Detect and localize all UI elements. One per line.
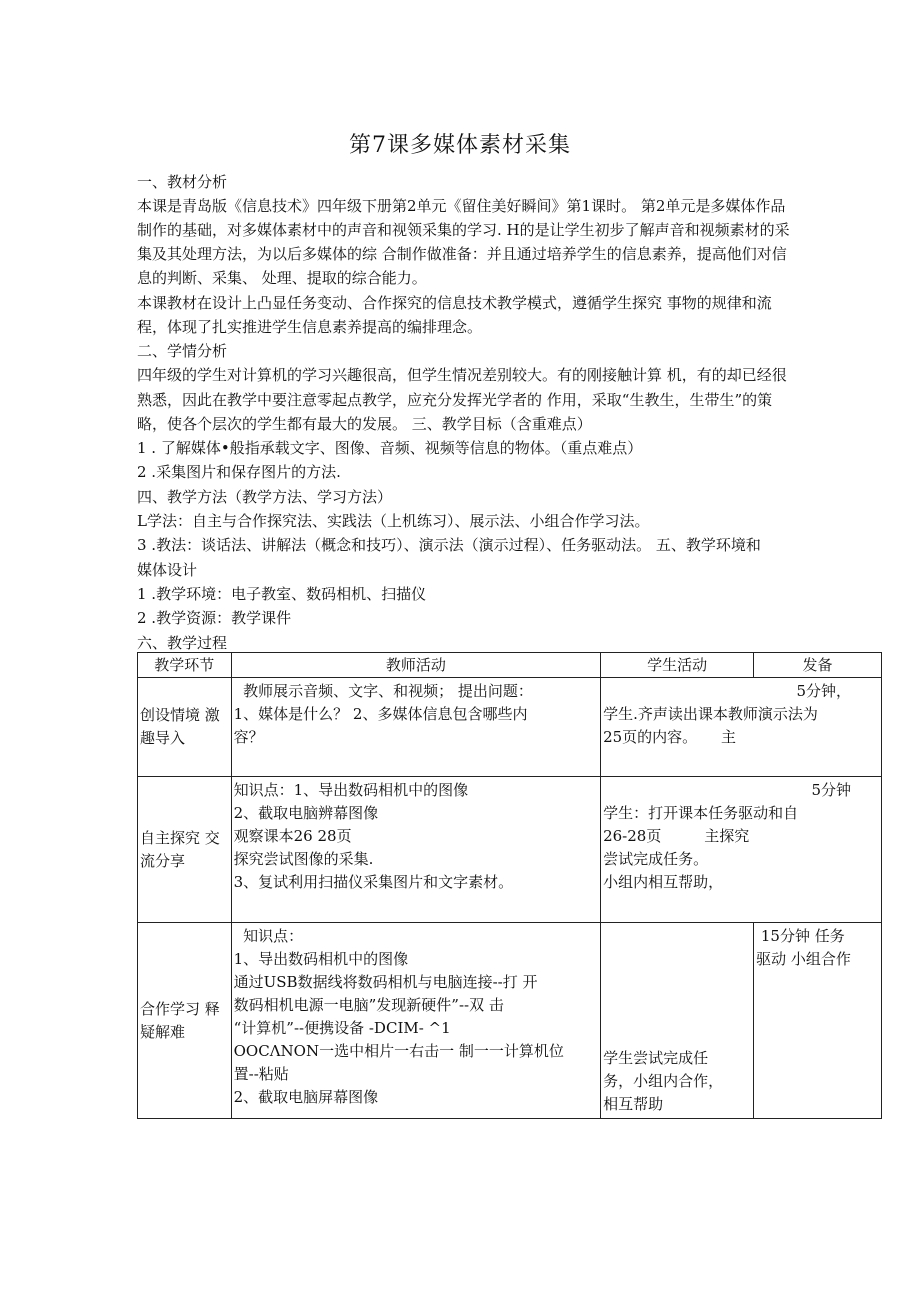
cell-line: 相互帮助 [603, 1095, 664, 1113]
cell-line: 尝试完成任务。 [603, 850, 709, 868]
text-line: L学法：自主与合作探究法、实践法（上机练习）、展示法、小组合作学习法。 [137, 512, 650, 530]
header-equip: 发备 [754, 653, 882, 678]
text-line: 3 .教法：谈话法、讲解法（概念和技巧）、演示法（演示过程）、任务驱动法。 五、教学环境和 [137, 536, 761, 554]
teaching-process-table [137, 652, 882, 1119]
text-line: 程，体现了扎实推进学生信息素养提高的编排理念。 [137, 318, 483, 336]
text-line: 制作的基础，对多媒体素材中的声音和视领采集的学习. H的是让学生初步了解声音和视频素材的采 [137, 221, 790, 239]
text-line: 一、教材分析 [137, 173, 228, 191]
cell-line: 合作学习 释 [140, 999, 220, 1018]
page-title: 第7课多媒体素材采集 [349, 133, 571, 158]
cell-teacher [231, 777, 600, 923]
cell-line: 探究尝试图像的采集. [233, 850, 374, 868]
table-row [138, 777, 882, 923]
cell-line: OOCΛNON一选中相片一右击一 制一一计算机位 [233, 1042, 564, 1060]
cell-student [601, 678, 882, 777]
cell-stage [138, 777, 232, 923]
cell-line: 1、媒体是什么？ 2、多媒体信息包含哪些内 [233, 705, 528, 723]
cell-line: 小组内相互帮助， [603, 873, 724, 891]
cell-line: 教师展示音频、文字、和视频； 提出问题： [233, 682, 533, 700]
header-teacher: 教师活动 [231, 653, 600, 678]
cell-teacher [231, 678, 600, 777]
cell-line: 知识点：1、导出数码相机中的图像 [233, 781, 469, 799]
text-line: 四、教学方法（教学方法、学习方法） [137, 488, 393, 506]
cell-line: 流分享 [140, 851, 186, 870]
text-line: 集及其处理方法，为以后多媒体的综 合制作做准备：并且通过培养学生的信息素养，提高他们对信 [137, 245, 787, 263]
cell-student [601, 923, 754, 1119]
table-row [138, 923, 882, 1119]
cell-line: 容？ [233, 728, 264, 746]
cell-line: 驱动 小组合作 [756, 950, 851, 968]
text-line: 息的判断、采集、 处理、提取的综合能力。 [137, 269, 427, 287]
cell-stage [138, 678, 232, 777]
cell-line: 3、复试利用扫描仪采集图片和文字素材。 [233, 873, 514, 891]
cell-line: 观察课本26 28页 [233, 827, 352, 845]
cell-line: 知识点： [233, 927, 304, 945]
cell-line: 1、导出数码相机中的图像 [233, 950, 409, 968]
cell-line: 学生.齐声读出课本教师演示法为 [603, 705, 818, 723]
cell-student [601, 777, 882, 923]
cell-line: 务，小组内合作， [603, 1072, 724, 1090]
cell-teacher [231, 923, 600, 1119]
text-line: 1 .教学环境：电子教室、数码相机、扫描仪 [137, 585, 427, 603]
cell-line: 自主探究 交 [140, 828, 220, 847]
cell-line: 25页的内容。 主 [603, 728, 737, 746]
cell-line: 趣导入 [140, 729, 186, 747]
cell-line: “计算机”--便携设备 -DCIM- ^1 [233, 1019, 451, 1037]
text-line: 四年级的学生对计算机的学习兴趣很高，但学生情况差别较大。有的刚接触计算 机，有的却已经很 [137, 366, 787, 384]
text-line: 略，使各个层次的学生都有最大的发展。 三、教学目标（含重难点） [137, 415, 592, 433]
text-line: 1 . 了解媒体•般指承载文字、图像、音频、视频等信息的物体。（重点难点） [137, 439, 643, 457]
text-line: 本课是青岛版《信息技术》四年级下册第2单元《留住美好瞬间》第1课时。 第2单元是多媒体作品 [137, 197, 786, 215]
text-line: 熟悉，因此在教学中要注意零起点教学，应充分发挥光学者的 作用，采取“生教生，生带生”的策 [137, 391, 773, 409]
text-line: 2 .采集图片和保存图片的方法. [137, 463, 341, 481]
text-line: 二、学情分析 [137, 342, 228, 360]
cell-line: 疑解难 [140, 1022, 186, 1041]
cell-line: 通过USB数据线将数码相机与电脑连接--打 开 [233, 973, 538, 991]
cell-line: 2、截取电脑屏幕图像 [233, 1088, 379, 1106]
cell-line: 数码相机电源一电脑”发现新硬件”--双 击 [233, 996, 504, 1014]
cell-line: 2、截取电脑辨幕图像 [233, 804, 379, 822]
cell-line: 学生：打开课本任务驱动和自 [603, 804, 799, 822]
cell-line: 5分钟， [796, 682, 851, 700]
text-line: 媒体设计 [137, 561, 198, 579]
text-line: 本课教材在设计上凸显任务变动、合作探究的信息技术教学模式，遵循学生探究 事物的规律和流 [137, 294, 772, 312]
text-line: 2 .教学资源：教学课件 [137, 609, 292, 627]
table-header-row [138, 653, 882, 678]
cell-line: 学生尝试完成任 [603, 1049, 709, 1067]
cell-line: 创设情境 激 [140, 706, 220, 724]
cell-line: 置--粘贴 [233, 1065, 289, 1083]
text-line: 六、教学过程 [137, 634, 228, 652]
header-student: 学生活动 [601, 653, 754, 678]
header-stage: 教学环节 [138, 653, 232, 678]
cell-line: 5分钟 [811, 781, 851, 799]
cell-stage [138, 923, 232, 1119]
cell-equip [754, 923, 882, 1119]
cell-line: 26-28页 主探究 [603, 827, 750, 845]
cell-line: 15分钟 任务 [756, 927, 845, 945]
table-row [138, 678, 882, 777]
